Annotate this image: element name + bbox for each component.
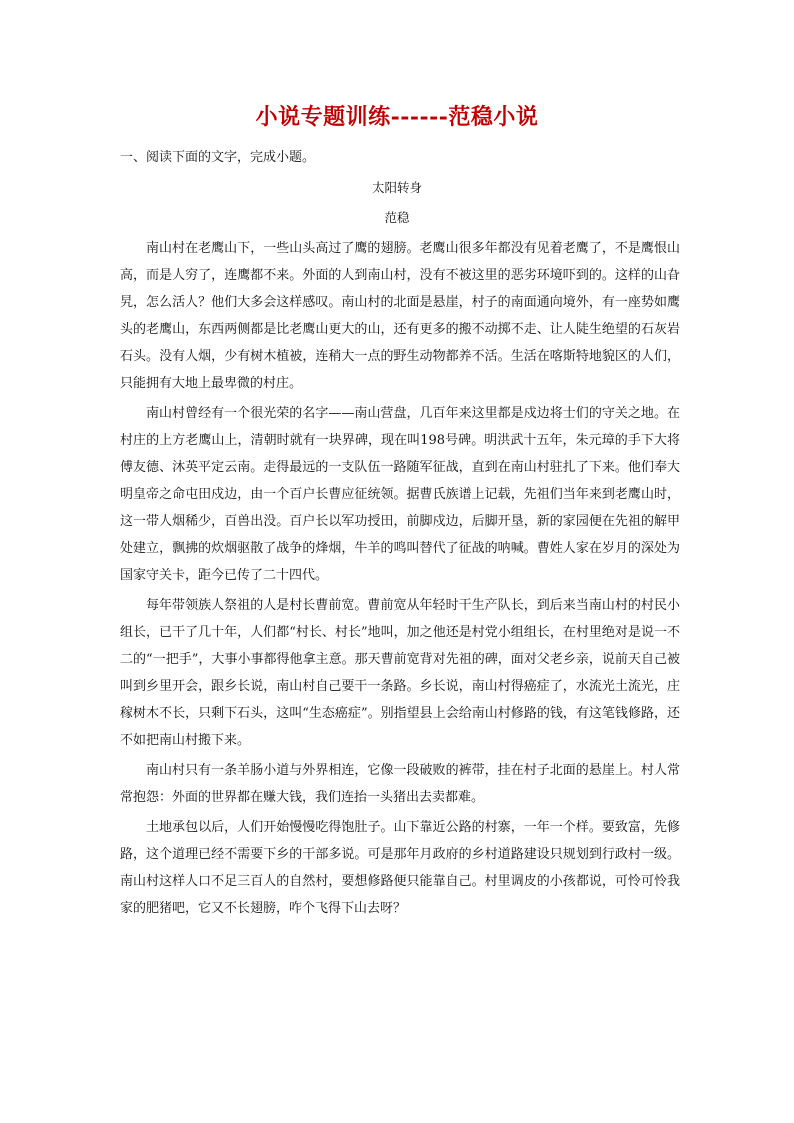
paragraph: 南山村在老鹰山下，一些山头高过了鹰的翅膀。老鹰山很多年都没有见着老鹰了，不是鹰恨山高，而是人穷了，连鹰都不来。外面的人到南山村，没有不被这里的恶劣环境吓到的。这样的山旮旯，怎么活人？他们大多会这样感叹。南山村的北面是悬崖，村子的南面通向境外，有一座势如鹰头的老鹰山，东西两侧都是比老鹰山更大的山，还有更多的搬不动掷不走、让人陡生绝望的石灰岩石头。没有人烟，少有树木植被，连稍大一点的野生动物都养不活。生活在喀斯特地貌区的人们，只能拥有大地上最卑微的村庄。 bbox=[120, 241, 680, 391]
question-instruction: 一、阅读下面的文字，完成小题。 bbox=[120, 150, 316, 165]
page-title: 小说专题训练------范稳小说 bbox=[255, 104, 539, 130]
story-author: 范稳 bbox=[384, 210, 410, 225]
story-body bbox=[120, 235, 680, 925]
paragraph: 每年带领族人祭祖的人是村长曹前宽。曹前宽从年轻时干生产队长，到后来当南山村的村民小组长，已干了几十年，人们都“村长、村长”地叫，加之他还是村党小组组长，在村里绝对是说一不二的“一把手”，大事小事都得他拿主意。那天曹前宽背对先祖的碑，面对父老乡亲，说前天自己被叫到乡里开会，跟乡长说，南山村自己要干一条路。乡长说，南山村得癌症了，水流光土流光，庄稼树木不长，只剩下石头，这叫“生态癌症”。别指望县上会给南山村修路的钱，有这笔钱修路，还不如把南山村搬下来。 bbox=[120, 598, 680, 748]
story-title: 太阳转身 bbox=[371, 180, 422, 195]
paragraph: 土地承包以后，人们开始慢慢吃得饱肚子。山下靠近公路的村寨，一年一个样。要致富，先修路，这个道理已经不需要下乡的干部多说。可是那年月政府的乡村道路建设只规划到行政村一级。南山村这样人口不足三百人的自然村，要想修路便只能靠自己。村里调皮的小孩都说，可怜可怜我家的肥猪吧，它又不长翅膀，咋个飞得下山去呀？ bbox=[120, 820, 680, 916]
paragraph: 南山村只有一条羊肠小道与外界相连，它像一段破败的裤带，挂在村子北面的悬崖上。村人常常抱怨：外面的世界都在赚大钱，我们连抬一头猪出去卖都难。 bbox=[120, 763, 680, 805]
paragraph: 南山村曾经有一个很光荣的名字——南山营盘，几百年来这里都是戍边将士们的守关之地。在村庄的上方老鹰山上，清朝时就有一块界碑，现在叫198号碑。明洪武十五年，朱元璋的手下大将傅友德、沐英平定云南。走得最远的一支队伍一路随军征战，直到在南山村驻扎了下来。他们奉大明皇帝之命屯田戍边，由一个百户长曹应征统领。据曹氏族谱上记载，先祖们当年来到老鹰山时，这一带人烟稀少，百兽出没。百户长以军功授田，前脚戍边，后脚开垦，新的家园便在先祖的解甲处建立，飘拂的炊烟驱散了战争的烽烟，牛羊的鸣叫替代了征战的呐喊。曹姓人家在岁月的深处为国家守关卡，距今已传了二十四代。 bbox=[120, 406, 680, 583]
